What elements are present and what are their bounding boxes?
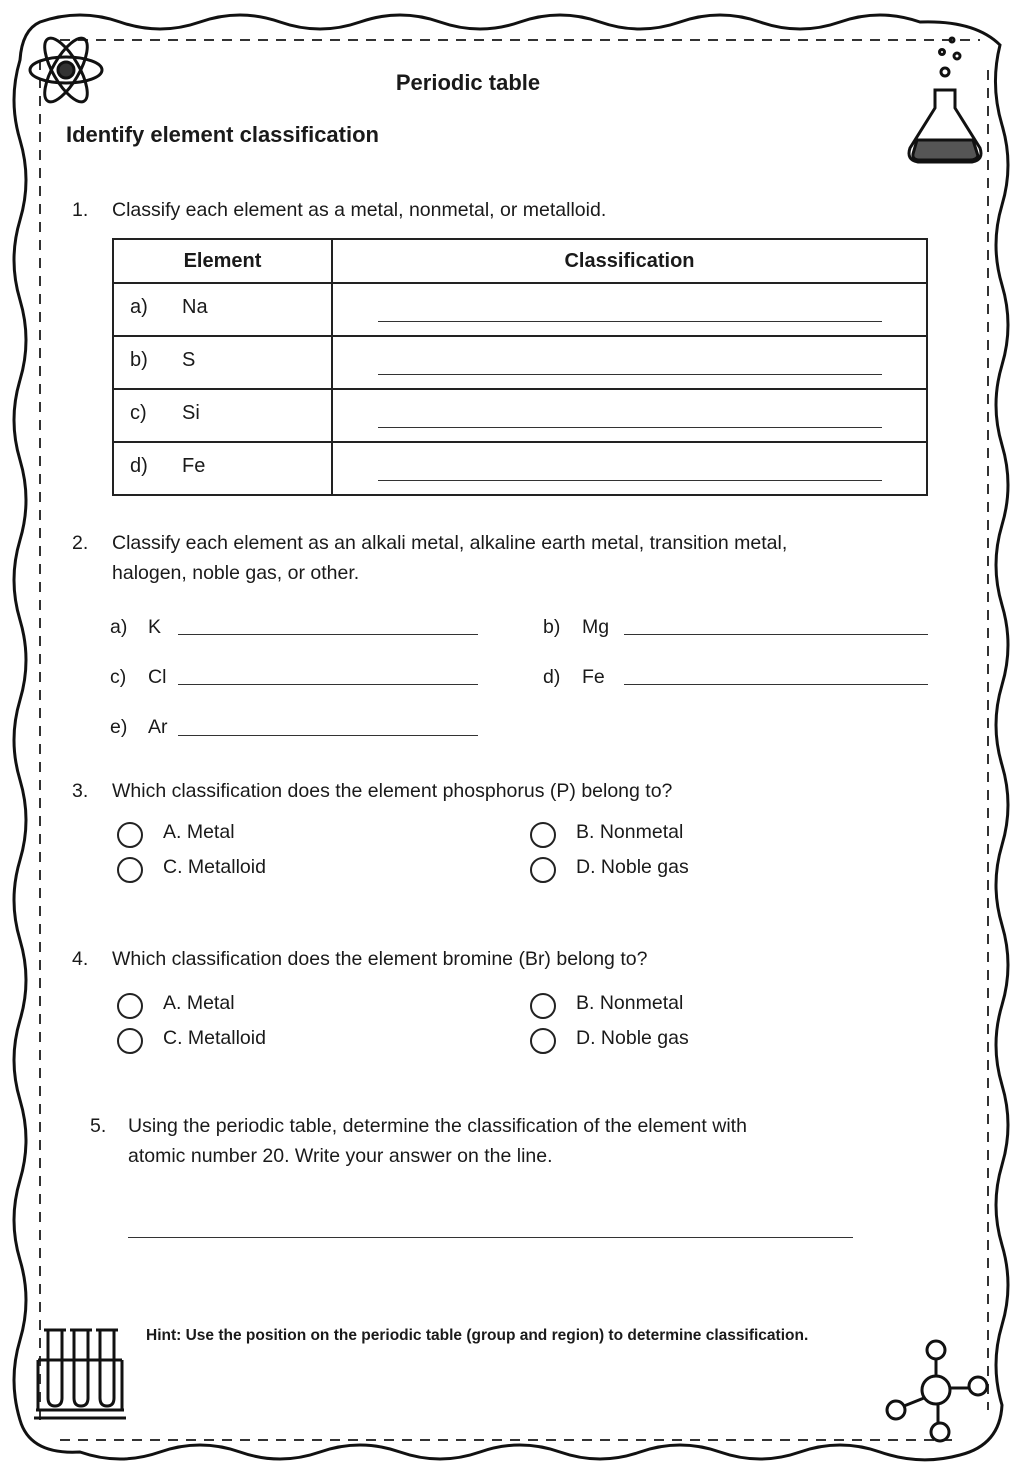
item-letter: e) — [110, 716, 128, 738]
table-row — [113, 283, 927, 336]
page-subtitle: Identify element classification — [66, 122, 379, 147]
row-letter: c) — [130, 402, 147, 424]
answer-blank[interactable] — [178, 735, 478, 736]
answer-blank[interactable] — [378, 321, 882, 322]
table-row — [113, 442, 927, 495]
element-symbol: K — [148, 616, 162, 638]
row-letter: a) — [130, 296, 148, 318]
option-c-label: C. Metalloid — [163, 856, 266, 878]
answer-blank[interactable] — [378, 374, 882, 375]
question-prompt: Classify each element as a metal, nonmetal, or metalloid. — [112, 199, 607, 221]
flask-icon — [909, 38, 981, 162]
item-letter: a) — [110, 616, 128, 638]
option-b-radio[interactable] — [530, 993, 556, 1019]
answer-blank[interactable] — [378, 480, 882, 481]
question-prompt-line-2: halogen, noble gas, or other. — [112, 562, 360, 584]
option-c-radio[interactable] — [117, 857, 143, 883]
option-d-label: D. Noble gas — [576, 1027, 689, 1049]
question-number: 4. — [72, 948, 89, 970]
molecule-icon — [887, 1341, 987, 1441]
hint-text: Hint: Use the position on the periodic table (group and region) to determine classification. — [146, 1327, 809, 1344]
option-d-label: D. Noble gas — [576, 856, 689, 878]
test-tubes-icon — [34, 1330, 126, 1418]
question-number: 1. — [72, 199, 89, 221]
answer-blank[interactable] — [624, 684, 928, 685]
answer-blank[interactable] — [178, 684, 478, 685]
question-prompt-line-1: Using the periodic table, determine the classification of the element with — [128, 1115, 747, 1137]
question-number: 5. — [90, 1115, 107, 1137]
option-a-label: A. Metal — [163, 992, 235, 1014]
element-symbol: Cl — [148, 666, 167, 688]
table-row — [113, 389, 927, 442]
option-c-label: C. Metalloid — [163, 1027, 266, 1049]
element-symbol: Si — [182, 402, 200, 424]
option-c-radio[interactable] — [117, 1028, 143, 1054]
option-a-radio[interactable] — [117, 822, 143, 848]
answer-blank[interactable] — [178, 634, 478, 635]
question-prompt: Which classification does the element bromine (Br) belong to? — [112, 948, 648, 970]
answer-blank[interactable] — [378, 427, 882, 428]
row-letter: d) — [130, 455, 148, 477]
question-prompt-line-1: Classify each element as an alkali metal, alkaline earth metal, transition metal, — [112, 532, 788, 554]
answer-blank[interactable] — [624, 634, 928, 635]
option-b-label: B. Nonmetal — [576, 992, 684, 1014]
question-number: 3. — [72, 780, 89, 802]
question-prompt: Which classification does the element phosphorus (P) belong to? — [112, 780, 673, 802]
element-symbol: Fe — [582, 666, 605, 688]
classification-table — [112, 238, 928, 496]
element-symbol: Fe — [182, 455, 206, 477]
option-d-radio[interactable] — [530, 857, 556, 883]
element-symbol: Na — [182, 296, 208, 318]
answer-blank[interactable] — [128, 1237, 853, 1238]
option-b-radio[interactable] — [530, 822, 556, 848]
option-d-radio[interactable] — [530, 1028, 556, 1054]
option-b-label: B. Nonmetal — [576, 821, 684, 843]
option-a-radio[interactable] — [117, 993, 143, 1019]
table-header-element: Element — [113, 239, 332, 283]
element-symbol: S — [182, 349, 196, 371]
question-number: 2. — [72, 532, 89, 554]
element-symbol: Ar — [148, 716, 168, 738]
item-letter: d) — [543, 666, 561, 688]
page-title: Periodic table — [395, 70, 541, 95]
item-letter: b) — [543, 616, 561, 638]
table-header-classification: Classification — [332, 239, 927, 283]
element-symbol: Mg — [582, 616, 610, 638]
option-a-label: A. Metal — [163, 821, 235, 843]
row-letter: b) — [130, 349, 148, 371]
question-prompt-line-2: atomic number 20. Write your answer on the line. — [128, 1145, 553, 1167]
table-row — [113, 336, 927, 389]
item-letter: c) — [110, 666, 127, 688]
